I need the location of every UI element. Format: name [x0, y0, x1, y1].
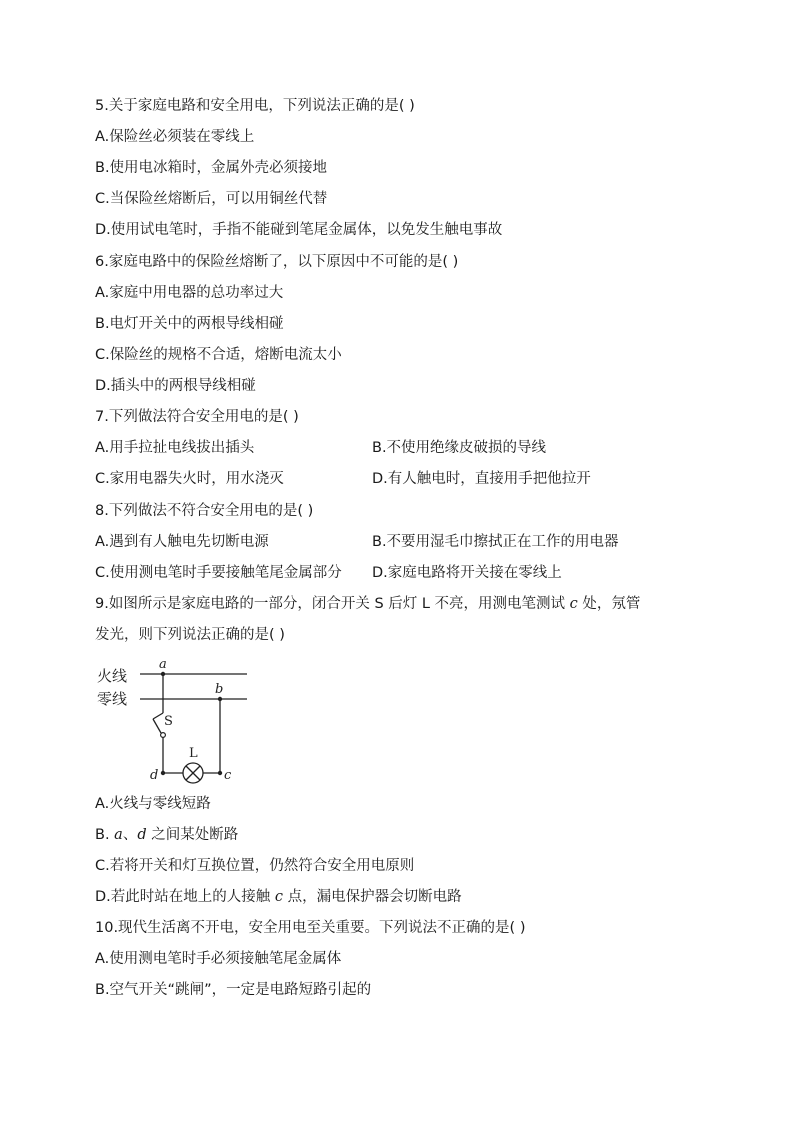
q9-option-d [95, 887, 462, 907]
q10-option-b: B.空气开关“跳闸”，一定是电路短路引起的 [95, 982, 372, 998]
switch-contact [161, 733, 166, 738]
q5-stem: 5.关于家庭电路和安全用电，下列说法正确的是( ) [95, 98, 415, 114]
point-c-label: c [224, 768, 232, 783]
q9-stem-line2: 发光，则下列说法正确的是( ) [95, 627, 285, 643]
q9-option-d-var-c: c [274, 889, 284, 905]
q6-stem: 6.家庭电路中的保险丝熔断了，以下原因中不可能的是( ) [95, 254, 459, 270]
q6-option-a: A.家庭中用电器的总功率过大 [95, 285, 284, 301]
q8-stem: 8.下列做法不符合安全用电的是( ) [95, 503, 314, 519]
q5-option-d: D.使用试电笔时，手指不能碰到笔尾金属体，以免发生触电事故 [95, 222, 503, 238]
q9-stem-text-1: 9.如图所示是家庭电路的一部分，闭合开关 S 后灯 L 不亮，用测电笔测试 [95, 596, 570, 612]
point-b-label: b [215, 682, 224, 697]
q9-option-b-var-a: a [114, 827, 123, 843]
q7-option-c: C.家用电器失火时，用水浇灭 [95, 471, 284, 487]
q8-option-a: A.遇到有人触电先切断电源 [95, 534, 269, 550]
q9-option-b-text-3: 之间某处断路 [146, 827, 239, 843]
q8-option-b: B.不要用湿毛巾擦拭正在工作的用电器 [372, 534, 619, 550]
q9-option-d-text-2: 点，漏电保护器会切断电路 [283, 889, 462, 905]
q9-option-b-text-1: B. [95, 827, 115, 843]
q8-option-d: D.家庭电路将开关接在零线上 [372, 565, 562, 581]
node-b [218, 697, 222, 701]
point-d-label: d [150, 768, 159, 783]
q7-stem: 7.下列做法符合安全用电的是( ) [95, 409, 299, 425]
q10-stem: 10.现代生活离不开电，安全用电至关重要。下列说法不正确的是( ) [95, 920, 526, 936]
q8-option-c: C.使用测电笔时手要接触笔尾金属部分 [95, 565, 342, 581]
q7-option-b: B.不使用绝缘皮破损的导线 [372, 440, 547, 456]
q7-option-d: D.有人触电时，直接用手把他拉开 [372, 471, 591, 487]
q7-option-a: A.用手拉扯电线拔出插头 [95, 440, 255, 456]
lamp-label: L [189, 746, 198, 761]
q9-option-d-text-1: D.若此时站在地上的人接触 [95, 889, 275, 905]
circuit-diagram [95, 655, 255, 785]
q9-option-c: C.若将开关和灯互换位置，仍然符合安全用电原则 [95, 858, 415, 874]
live-wire-label: 火线 [97, 667, 128, 685]
neutral-wire-label: 零线 [97, 690, 128, 708]
q9-stem-var-c: c [569, 596, 578, 612]
q6-option-d: D.插头中的两根导线相碰 [95, 378, 256, 394]
switch-label: S [164, 714, 173, 729]
q9-option-b [95, 825, 238, 845]
point-a-label: a [159, 657, 167, 672]
q6-option-c: C.保险丝的规格不合适，熔断电流太小 [95, 347, 342, 363]
q10-option-a: A.使用测电笔时手必须接触笔尾金属体 [95, 951, 342, 967]
q9-stem-line1 [95, 594, 640, 614]
q9-stem-text-2: 处，氖管 [577, 596, 641, 612]
q5-option-b: B.使用电冰箱时，金属外壳必须接地 [95, 160, 328, 176]
q5-option-c: C.当保险丝熔断后，可以用铜丝代替 [95, 191, 328, 207]
q9-option-a: A.火线与零线短路 [95, 796, 211, 812]
switch-blade [153, 719, 161, 733]
q9-option-b-var-d: d [137, 827, 147, 843]
q6-option-b: B.电灯开关中的两根导线相碰 [95, 316, 284, 332]
switch-blade-top [153, 713, 163, 719]
q9-option-b-text-2: 、 [122, 827, 138, 843]
q5-option-a: A.保险丝必须装在零线上 [95, 129, 255, 145]
